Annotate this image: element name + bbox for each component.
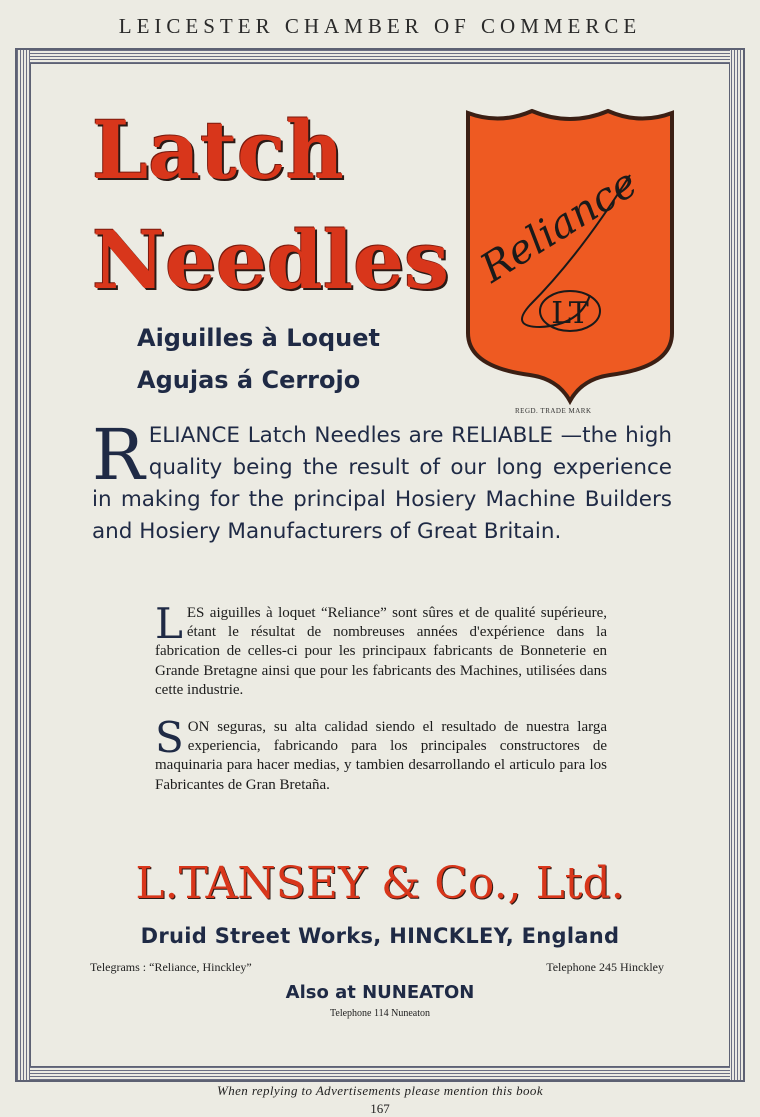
reliance-trademark-shield	[460, 105, 680, 405]
monogram-letters: LT	[551, 296, 589, 331]
subtitle-french: Aiguilles à Loquet	[137, 324, 381, 352]
running-head: LEICESTER CHAMBER OF COMMERCE	[118, 14, 642, 38]
footer-note: When replying to Advertisements please mention this book	[216, 1083, 544, 1098]
lead-text: ELIANCE Latch Needles are RELIABLE —the high quality being the result of our long experience in making for the principal Hosiery Machine Builders and Hosiery Manufacturers of Great Britain.	[92, 423, 672, 544]
subtitle-spanish: Agujas á Cerrojo	[137, 366, 361, 394]
page-number: 167	[370, 1101, 390, 1116]
lead-dropcap: R	[92, 414, 145, 496]
also-at-nuneaton: Also at NUNEATON	[285, 982, 475, 1003]
french-paragraph	[155, 599, 607, 700]
telephone-nuneaton: Telephone 114 Nuneaton	[329, 1008, 430, 1019]
spanish-paragraph	[155, 713, 607, 795]
trademark-caption: REGD. TRADE MARK	[515, 407, 592, 415]
company-name: L.TANSEY & Co., Ltd.	[135, 858, 625, 909]
title-line-1: Latch	[92, 103, 344, 197]
spanish-dropcap: S	[155, 713, 184, 762]
spanish-text: ON seguras, su alta calidad siendo el resultado de nuestra larga experiencia, fabricando para los principales constructores de maquinaria para hacer medias, y tambien desarrollando el articulo para los Fabricantes de Gran Bretaña.	[155, 719, 607, 793]
title-line-2: Needles	[92, 213, 450, 307]
french-text: ES aiguilles à loquet “Reliance” sont sûres et de qualité supérieure, étant le résultat de nombreuses années d'expérience dans la fabrication de celles-ci pour les principaux fabricants de Bonneterie en Grande Bretagne ainsi que pour les fabricants des Machines, utilisées dans cette industrie.	[155, 605, 607, 698]
lead-paragraph	[92, 414, 672, 548]
telephone-hinckley: Telephone 245 Hinckley	[546, 960, 664, 974]
telegrams-line: Telegrams : “Reliance, Hinckley”	[90, 960, 252, 974]
company-address: Druid Street Works, HINCKLEY, England	[140, 924, 620, 948]
french-dropcap: L	[155, 599, 183, 648]
reliance-script-logo: Reliance	[472, 160, 646, 292]
